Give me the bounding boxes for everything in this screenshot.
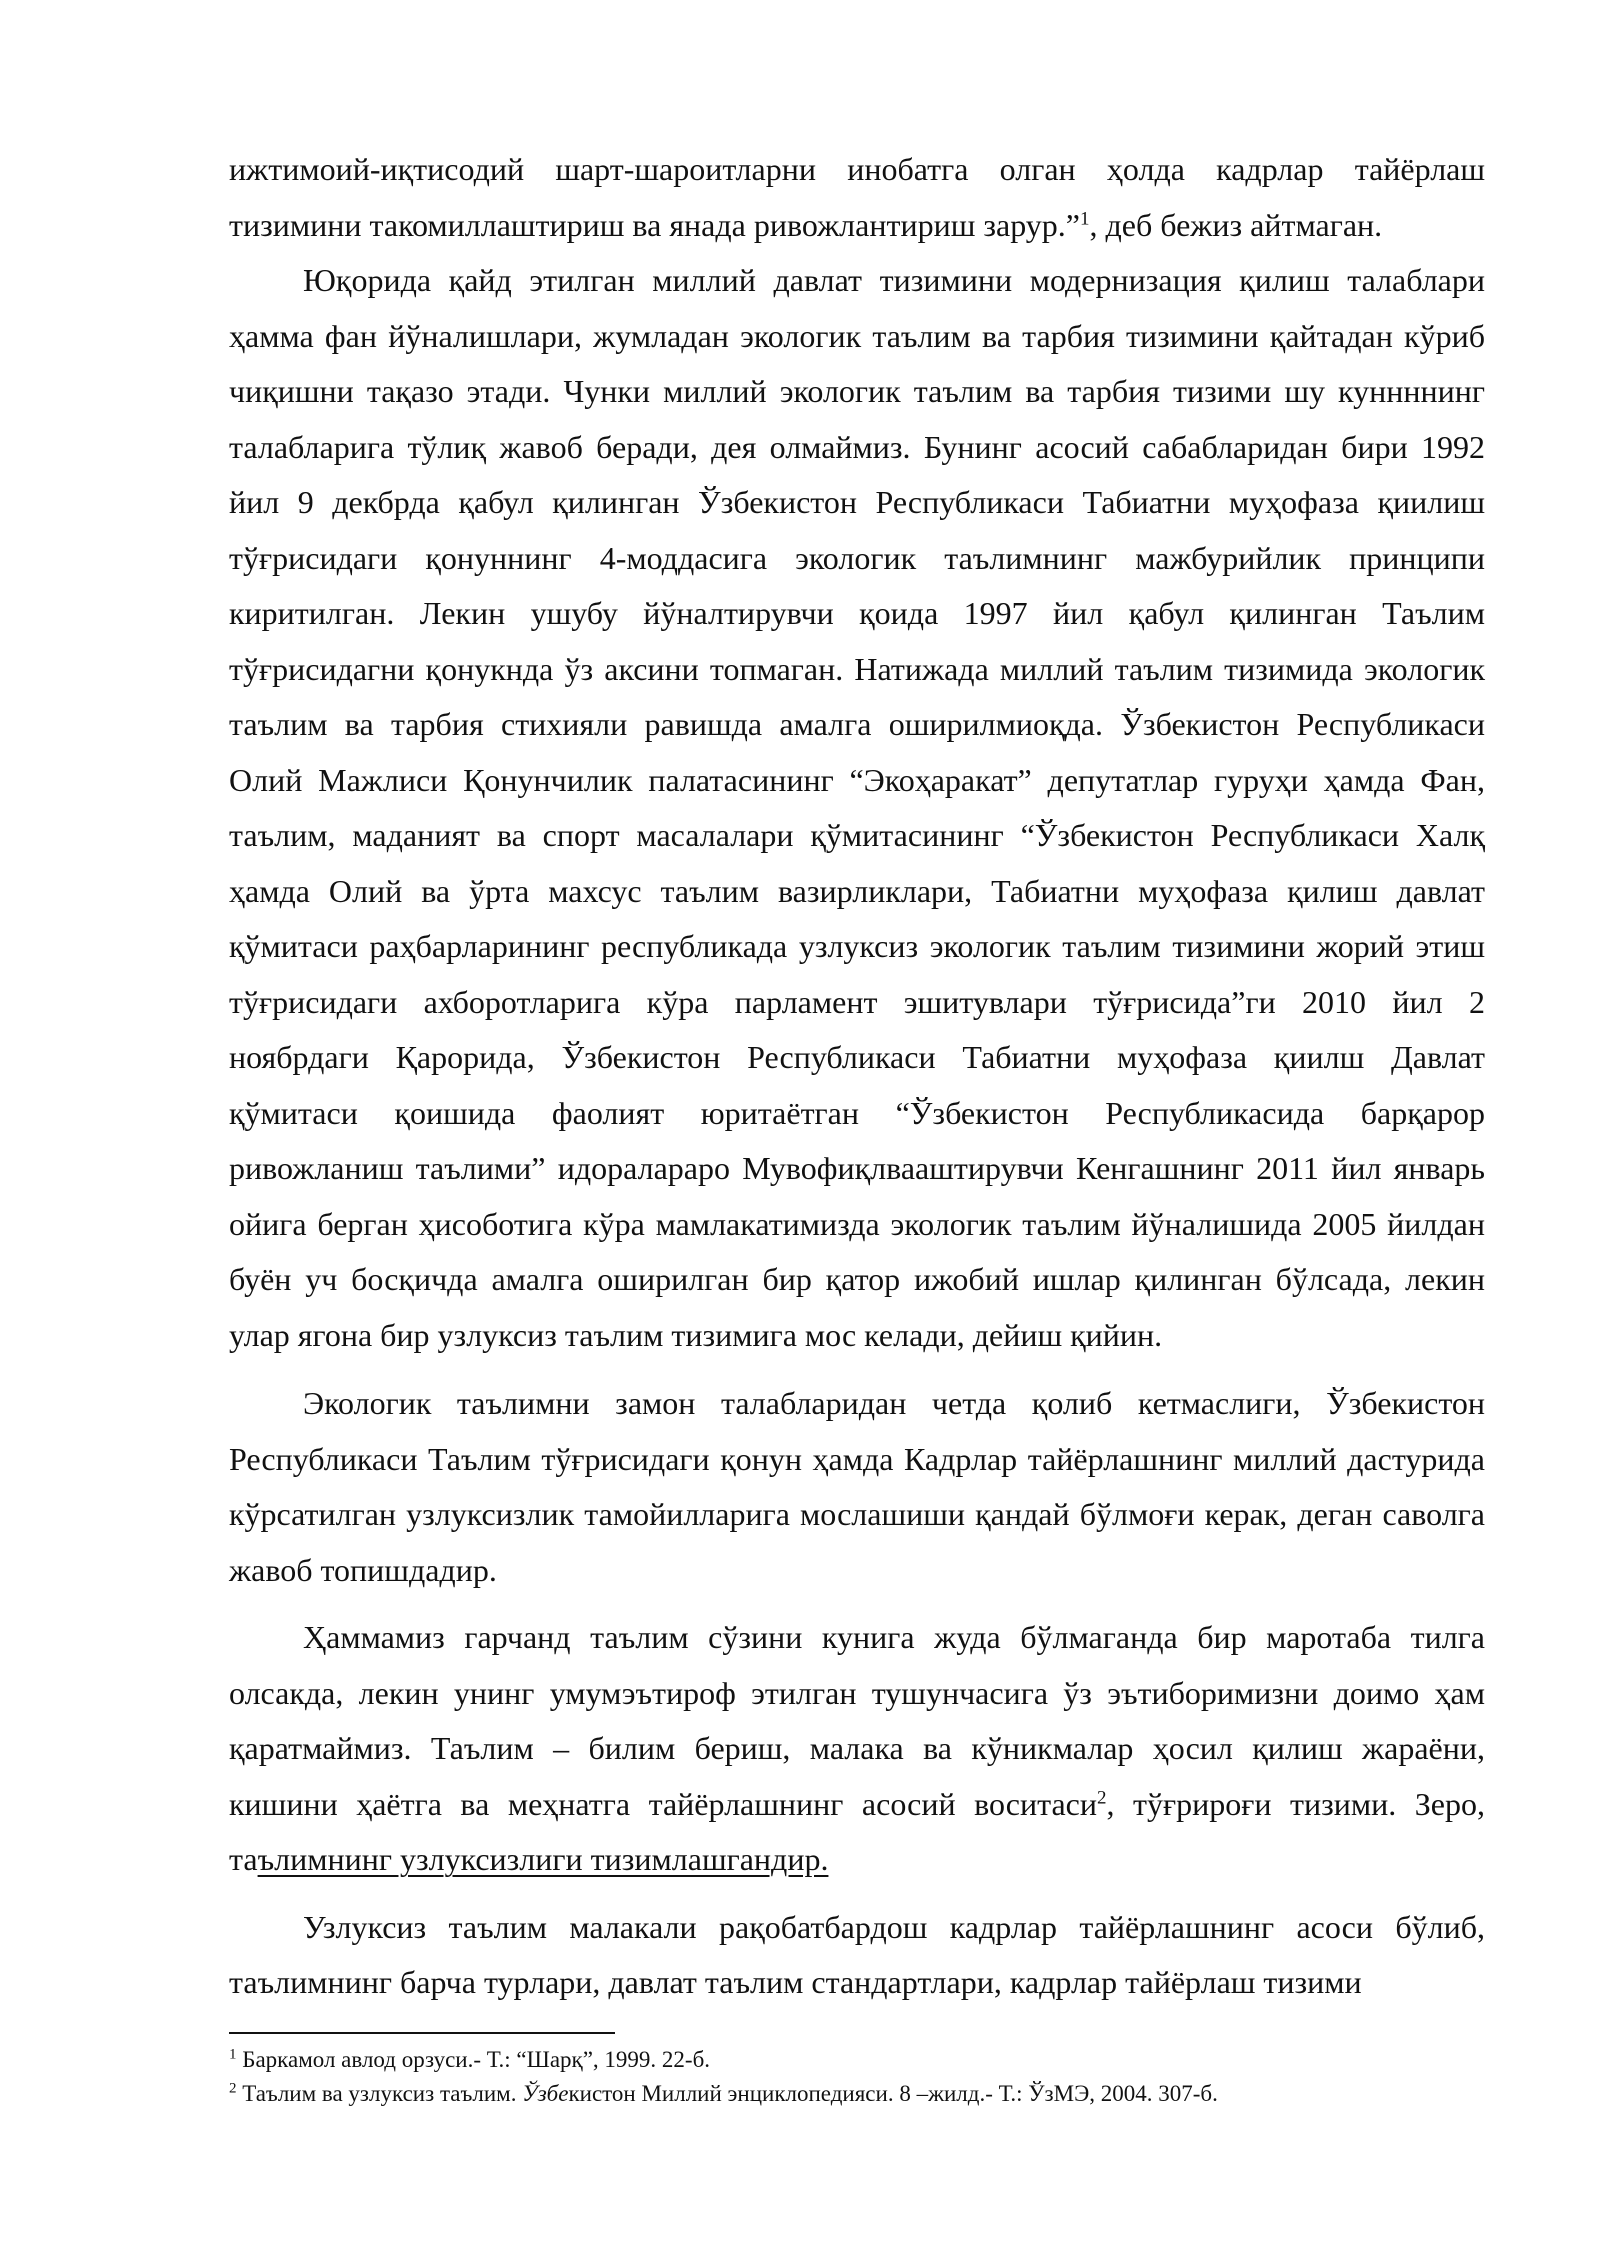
footnote-2-text: Таълим ва узлуксиз таълим. (242, 2081, 523, 2106)
paragraph-4-tail: , тўғрироғи тизими. Зеро, та (229, 1785, 1486, 1877)
footnote-2 (229, 2077, 1485, 2111)
paragraph-5: Узлуксиз таълим малакали рақобатбардош кадрлар тайёрлашнинг асоси бўлиб, таълимнинг барча турлари, давлат таълим стандартлари, кадрлар тайёрлаш тизими (229, 1908, 1485, 2000)
footnote-1 (229, 2043, 1485, 2077)
footnote-ref-2: 2 (1097, 1786, 1107, 1808)
footnote-2-number: 2 (229, 2080, 237, 2097)
body-text (229, 142, 1485, 2011)
footnote-2-tail: кистон Миллий энциклопедияси. 8 –жилд.- Т.: ЎзМЭ, 2004. 307-б. (568, 2081, 1218, 2106)
paragraph-1-text: ижтимоий-иқтисодий шарт-шароитларни инобатга олган ҳолда кадрлар тайёрлаш тизимини такомиллаштириш ва янада ривожлантириш зарур.” (229, 151, 1485, 243)
footnote-1-text: Баркамол авлод орзуси.- Т.: “Шарқ”, 1999. 22-б. (242, 2047, 711, 2072)
footnotes (229, 2043, 1485, 2111)
underlined-phrase: ълимнинг узлуксизлиги тизимлашгандир. (257, 1841, 829, 1877)
paragraph-4-text: Ҳаммамиз гарчанд таълим сўзини кунига жуда бўлмаганда бир маротаба тилга олсакда, лекин унинг умумэътироф этилган тушунчасига ўз эътиборимизни доимо ҳам қаратмаймиз. Таълим – билим бериш, малака ва кўникмалар ҳосил қилиш жараёни, кишини ҳаётга ва меҳнатга тайёрлашнинг асосий воситаси (229, 1619, 1485, 1822)
footnote-separator (229, 2032, 615, 2034)
footnote-ref-1: 1 (1079, 207, 1090, 229)
paragraph-1-tail: , деб бежиз айтмаган. (1089, 206, 1383, 243)
paragraph-3: Экологик таълимни замон талабларидан четда қолиб кетмаслиги, Ўзбекистон Республикаси Таълим тўғрисидаги қонун ҳамда Кадрлар тайёрлашнинг миллий дастурида кўрсатилган узлуксизлик тамойилларига мослашиши қандай бўлмоғи керак, деган саволга жавоб топишдадир. (229, 1385, 1485, 1588)
footnote-2-italic: Ўзбе (522, 2081, 569, 2106)
footnote-1-number: 1 (229, 2046, 237, 2063)
paragraph-4 (229, 1610, 1485, 1888)
paragraph-2: Юқорида қайд этилган миллий давлат тизимини модернизация қилиш талаблари ҳамма фан йўналишлари, жумладан экологик таълим ва тарбия тизимини қайтадан кўриб чиқишни тақазо этади. Чунки миллий экологик таълим ва тарбия тизими шу куннннинг талабларига тўлиқ жавоб беради, дея олмаймиз. Бунинг асосий сабабларидан бири 1992 йил 9 декбрда қабул қилинган Ўзбекистон Республикаси Табиатни муҳофаза қиилиш тўғрисидаги қонуннинг 4-моддасига экологик таълимнинг мажбурийлик принципи киритилган. Лекин ушубу йўналтирувчи қоида 1997 йил қабул қилинган Таълим тўғрисидагни қонукнда ўз аксини топмаган. Натижада миллий таълим тизимида экологик таълим ва тарбия стихияли равишда амалга оширилмиоқда. Ўзбекистон Республикаси Олий Мажлиси Қонунчилик палатасининг “Экоҳаракат” депутатлар гуруҳи ҳамда Фан, таълим, маданият ва спорт масалалари қўмитасининг “Ўзбекистон Республикаси Халқ ҳамда Олий ва ўрта махсус таълим вазирликлари, Табиатни муҳофаза қилиш давлат қўмитаси раҳбарларининг республикада узлуксиз экологик таълим тизимини жорий этиш тўғрисидаги ахборотларига кўра парламент эшитувлари тўғрисида”ги 2010 йил 2 ноябрдаги Қарорида, Ўзбекистон Республикаси Табиатни муҳофаза қиилш Давлат қўмитаси қоишида фаолият юритаётган “Ўзбекистон Республикасида барқарор ривожланиш таълими” идоралараро Мувофиқлвааштирувчи Кенгашнинг 2011 йил январь ойига берган ҳисоботига кўра мамлакатимизда экологик таълим йўналишида 2005 йилдан буён уч босқичда амалга оширилган бир қатор ижобий ишлар қилинган бўлсада, лекин улар ягона бир узлуксиз таълим тизимига мос келади, дейиш қийин. (229, 262, 1485, 1353)
paragraph-1 (229, 142, 1485, 253)
